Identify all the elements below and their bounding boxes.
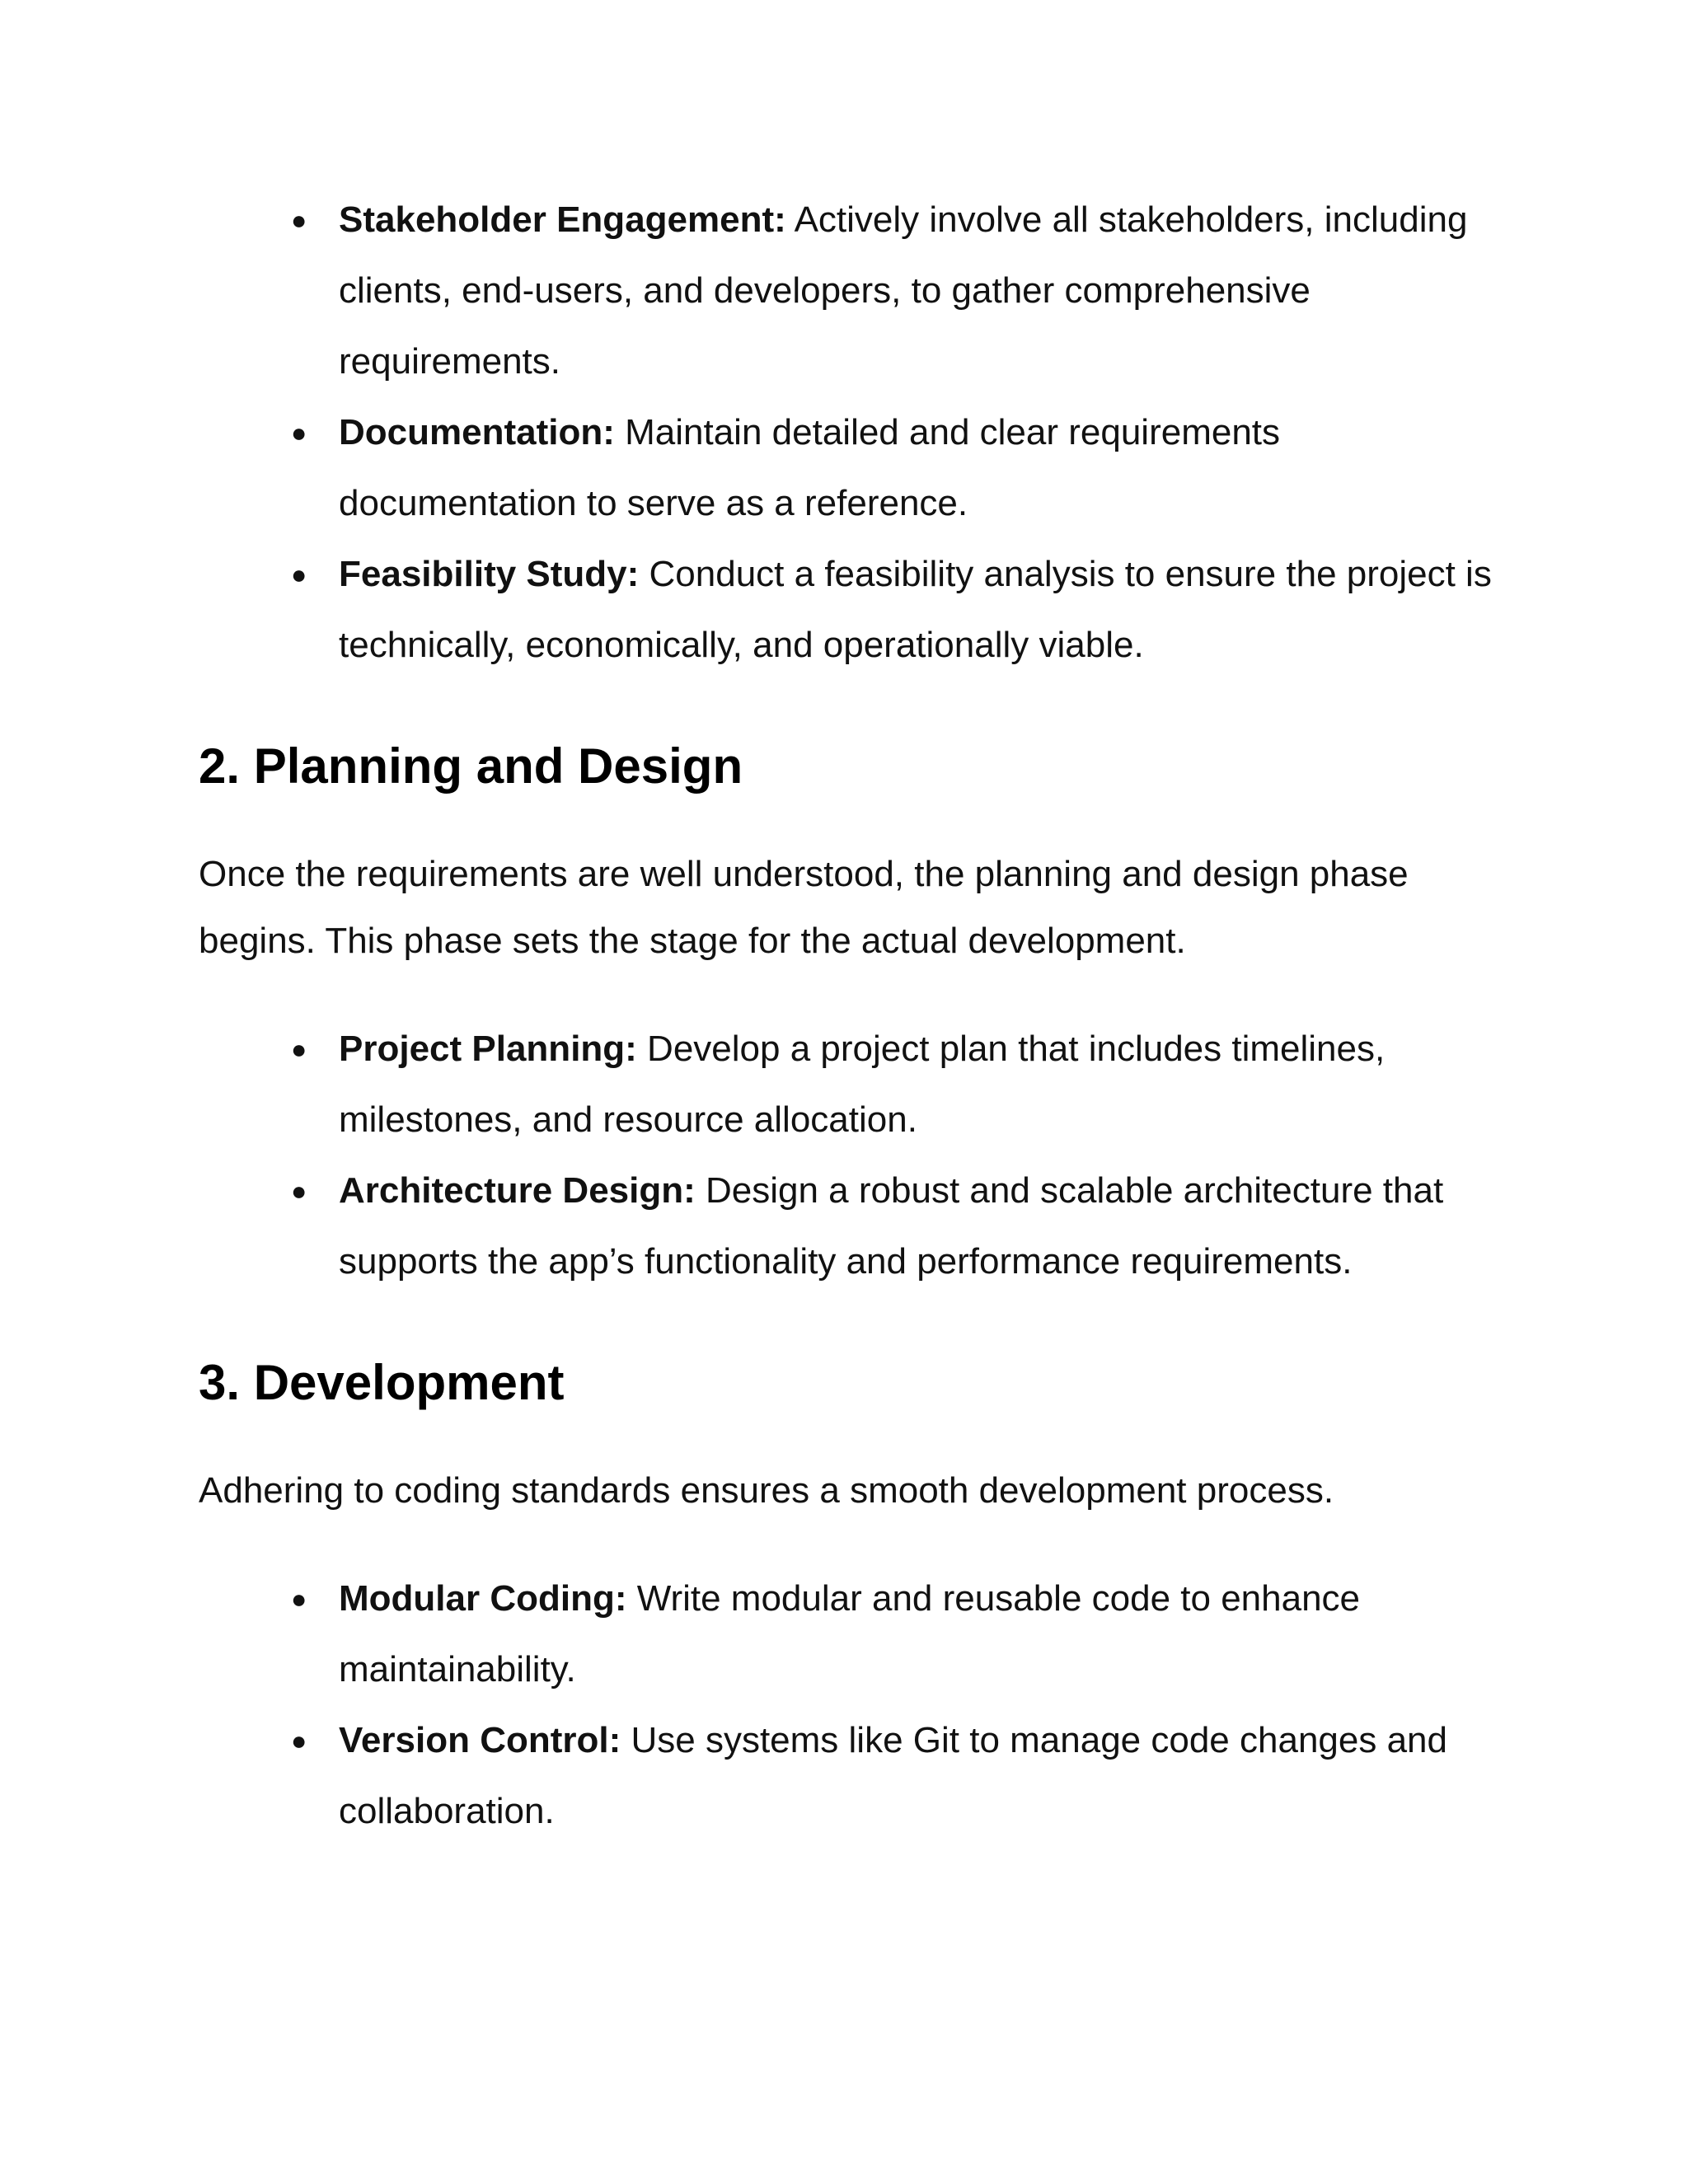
section-heading-planning-design: 2. Planning and Design (199, 738, 743, 794)
list-item (339, 397, 1507, 539)
list-item-term: Documentation: (339, 412, 615, 452)
list-item-text: Maintain detailed and clear requirements documentation to serve as a reference. (339, 412, 1281, 523)
list-item (339, 1155, 1507, 1297)
list-item-term: Stakeholder Engagement: (339, 199, 786, 240)
list-item (339, 539, 1507, 681)
list-item-text: Conduct a feasibility analysis to ensure the project is technically, economically, and operationally viable. (339, 554, 1492, 665)
list-item-text: Write modular and reusable code to enhance maintainability. (339, 1578, 1361, 1690)
list-item-term: Modular Coding: (339, 1578, 627, 1619)
requirements-bullet-list (199, 0, 1507, 681)
planning-bullet-list (199, 1014, 1507, 1297)
list-item-term: Architecture Design: (339, 1170, 696, 1211)
list-item-term: Project Planning: (339, 1029, 637, 1069)
list-item-term: Feasibility Study: (339, 554, 640, 594)
list-item-text: Design a robust and scalable architecture that supports the app’s functionality and performance requirements. (339, 1170, 1444, 1282)
section-heading-development: 3. Development (199, 1355, 565, 1410)
list-item-text: Develop a project plan that includes timelines, milestones, and resource allocation. (339, 1029, 1386, 1140)
list-item (339, 1014, 1507, 1155)
section-paragraph: Adhering to coding standards ensures a smooth development process. (199, 1470, 1334, 1511)
list-item-text: Actively involve all stakeholders, including clients, end-users, and developers, to gather comprehensive requirements. (339, 199, 1468, 382)
list-item-text: Use systems like Git to manage code changes and collaboration. (339, 1720, 1447, 1831)
list-item (339, 1705, 1507, 1847)
development-bullet-list (199, 1563, 1507, 1847)
list-item (339, 1563, 1507, 1705)
list-item (339, 185, 1507, 397)
section-paragraph: Once the requirements are well understood, the planning and design phase begins. This phase sets the stage for the actual development. (199, 854, 1409, 961)
list-item-term: Version Control: (339, 1720, 621, 1760)
